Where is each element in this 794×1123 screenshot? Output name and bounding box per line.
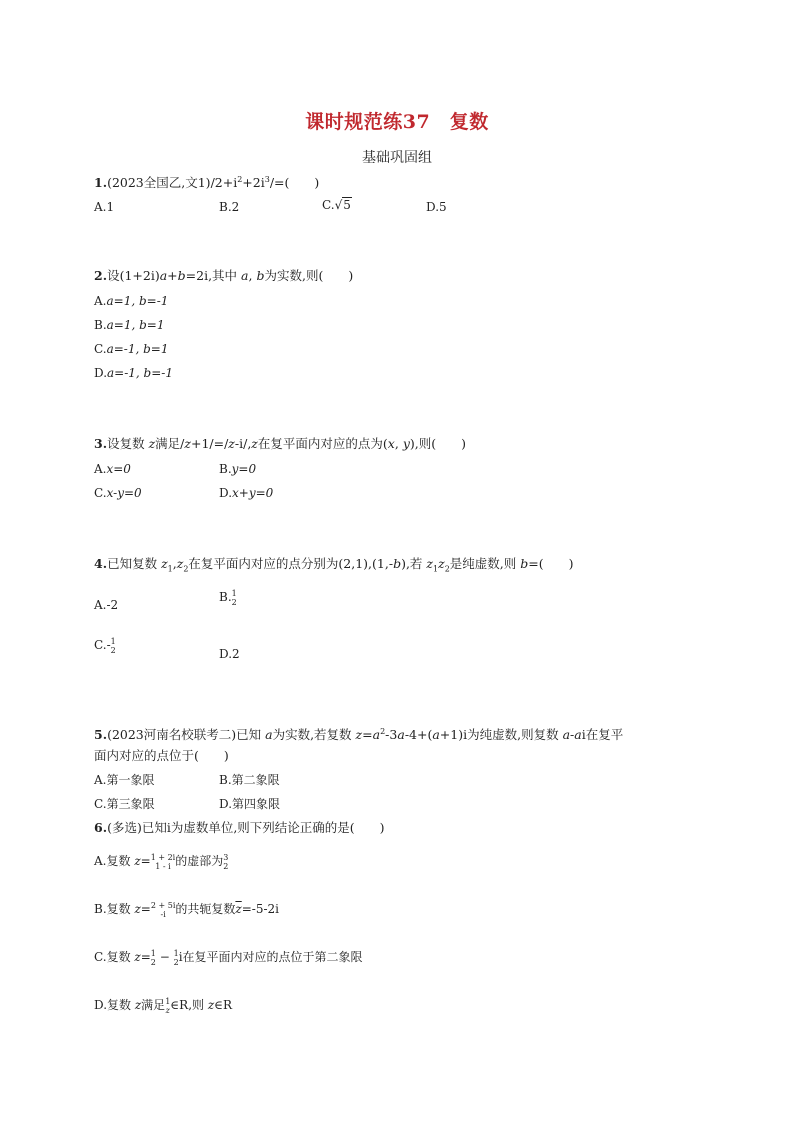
q5-text: - (570, 727, 575, 743)
numerator: 1 (173, 948, 179, 958)
q2-stem-a: 设(1+2i) (107, 268, 160, 283)
q4-stem-b: 在复平面内对应的点分别为(2,1),(1,- (188, 556, 394, 571)
q2-var-b: b (177, 268, 186, 283)
option-label: B.复数 (94, 902, 131, 916)
q3-var-z2: z (184, 436, 191, 451)
q5-text: = (362, 727, 373, 743)
question-number: 4. (94, 556, 108, 571)
q1-option-c-label: C. (322, 198, 335, 212)
q5-var: a (562, 727, 571, 743)
q2-var-b2: b (256, 268, 265, 283)
page-title: 课时规范练37 复数 (305, 111, 489, 133)
q3-comma: , (394, 436, 399, 451)
q1-stem-b: /2+i (210, 175, 238, 191)
fraction (111, 637, 116, 655)
numerator: 3 (223, 852, 229, 862)
option-text: x=0 (106, 462, 131, 476)
question-3 (94, 435, 466, 453)
equals: = (140, 902, 151, 916)
q3-var-z4: z (251, 436, 258, 451)
q3-stem-e: 在复平面内对应的点为( (257, 436, 388, 451)
option-text: =-5-2i (241, 902, 280, 916)
option-label: C. (94, 486, 107, 500)
option-label: A. (94, 294, 107, 308)
q6-stem: (多选)已知i为虚数单位,则下列结论正确的是( ) (107, 820, 385, 835)
q2-sep: , (248, 268, 253, 283)
q1-exp-2: 3 (264, 175, 270, 184)
q1-stem-d: /=( ) (269, 175, 320, 191)
section-heading: 基础巩固组 (362, 150, 432, 166)
q5-text: -4+( (404, 727, 433, 743)
option-label: A.复数 (94, 854, 131, 868)
option-text: 满足 (141, 998, 166, 1012)
q3-var-z: z (148, 436, 156, 451)
q5-option-a: A.第一象限 (94, 773, 155, 787)
q4-var-b: b (393, 556, 402, 571)
q5-text: i在复平 (581, 727, 624, 743)
q5-text: 为实数,若复数 (272, 727, 352, 743)
option-label: D.复数 (94, 998, 132, 1012)
q6-option-a (94, 852, 228, 871)
option-label: C. (94, 342, 107, 356)
equals: = (140, 854, 151, 868)
q3-var-y: y (402, 436, 410, 451)
q5-var: a (265, 727, 273, 743)
q1-option-c (322, 196, 352, 214)
q4-sub-1: 1 (433, 564, 439, 574)
q6-option-b (94, 900, 279, 919)
numerator: 1 (165, 996, 171, 1006)
q1-stem-a: (2023全国乙,文1) (107, 175, 211, 191)
q3-stem-d: -i/, (234, 436, 252, 451)
q3-var-z3: z (228, 436, 235, 451)
question-number: 3. (94, 436, 108, 451)
numerator: 1 + 2i (150, 852, 176, 862)
option-label: C.复数 (94, 950, 131, 964)
q2-stem-d: 为实数,则( ) (264, 268, 354, 283)
question-4: 4.已知复数 $z_1,z_2$在复平面内对应的点分别为(2,1),(1,-b),若 $z_1z_2$是纯虚数,则 b=( ) (94, 556, 574, 574)
denominator: -i (160, 909, 166, 919)
q4-var-b2: b (520, 556, 529, 571)
q1-option-c-radicand: 5 (343, 198, 351, 212)
q3-stem-a: 设复数 (107, 436, 145, 451)
q6-option-d (94, 996, 232, 1015)
q6-option-c (94, 948, 363, 967)
option-label: D. (94, 366, 108, 380)
option-text: x+y=0 (232, 486, 274, 500)
option-text: y=0 (231, 462, 257, 476)
q3-option-d (219, 484, 273, 502)
q3-option-a (94, 460, 131, 478)
q1-stem-c: +2i (242, 175, 265, 191)
question-1 (94, 171, 319, 192)
option-text: i在复平面内对应的点位于第二象限 (178, 950, 363, 964)
q5-var: a (397, 727, 405, 743)
q4-option-b (219, 588, 237, 607)
option-text: a=1, b=1 (106, 318, 165, 332)
q4-stem-a: 已知复数 (107, 556, 158, 571)
option-text: 的虚部为 (175, 854, 224, 868)
question-number: 6. (94, 820, 108, 835)
q4-sub-1: 1 (167, 564, 173, 574)
fraction (151, 901, 176, 919)
q4-var-z: z (176, 556, 184, 571)
q2-option-a (94, 292, 168, 310)
fraction (223, 853, 228, 871)
minus: − (159, 950, 170, 964)
q1-option-b: B.2 (219, 200, 240, 214)
q1-option-d: D.5 (426, 200, 447, 214)
q2-var-a2: a (241, 268, 249, 283)
q4-var-z: z (438, 556, 445, 571)
q5-option-b: B.第二象限 (219, 773, 280, 787)
option-label: A. (94, 462, 107, 476)
option-text: ∈R,则 (170, 998, 205, 1012)
question-5-line-2: 面内对应的点位于( ) (94, 748, 229, 763)
q5-text: +1)i为纯虚数,则复数 (439, 727, 559, 743)
var-z: z (134, 902, 141, 916)
option-label: D. (219, 486, 233, 500)
option-text: a=-1, b=1 (106, 342, 169, 356)
q3-option-b (219, 460, 256, 478)
q4-stem-d: 是纯虚数,则 (449, 556, 517, 571)
q5-option-c: C.第三象限 (94, 797, 155, 811)
q4-option-c (94, 636, 116, 655)
q2-stem-b: + (167, 268, 178, 283)
question-2 (94, 267, 353, 285)
numerator: 1 (110, 636, 116, 646)
question-6 (94, 819, 385, 837)
numerator: 2 + 5i (150, 900, 176, 910)
q4-stem-c: ),若 (401, 556, 423, 571)
q5-text: (2023河南名校联考二)已知 (107, 727, 262, 743)
denominator: 1 - i (155, 861, 171, 871)
q1-option-a: A.1 (94, 200, 115, 214)
q4-stem-e: =( ) (528, 556, 574, 571)
fraction (151, 949, 156, 967)
question-number: 5. (94, 727, 108, 743)
q1-exp-1: 2 (237, 175, 243, 184)
q4-sub-2: 2 (444, 564, 450, 574)
var-z: z (134, 998, 142, 1012)
option-text: a=1, b=-1 (106, 294, 169, 308)
q5-var: a (574, 727, 582, 743)
q5-text: -3 (385, 727, 398, 743)
q4-option-d: D.2 (219, 647, 240, 661)
q2-var-a: a (159, 268, 168, 283)
q4-var-z: z (426, 556, 434, 571)
option-label: C.- (94, 638, 111, 652)
option-text: a=-1, b=-1 (107, 366, 173, 380)
option-label: B. (94, 318, 107, 332)
numerator: 1 (150, 948, 156, 958)
var-z: z (134, 854, 141, 868)
q3-stem-c: +1/=/ (190, 436, 229, 451)
numerator: 1 (231, 588, 237, 598)
q3-option-c (94, 484, 142, 502)
var-z: z (134, 950, 141, 964)
option-text: ∈R (214, 998, 233, 1012)
q5-var: z (355, 727, 363, 743)
question-number: 2. (94, 268, 108, 283)
q4-sub-2: 2 (183, 564, 189, 574)
q5-option-d: D.第四象限 (219, 797, 281, 811)
q5-var: a (432, 727, 440, 743)
option-text: x-y=0 (106, 486, 142, 500)
q2-option-b (94, 316, 164, 334)
fraction (151, 853, 176, 871)
option-label: B. (219, 590, 232, 604)
q2-option-c (94, 340, 168, 358)
question-number: 1. (94, 175, 108, 191)
var-z: z (207, 998, 215, 1012)
q4-var-z: z (161, 556, 168, 571)
q3-stem-f: ),则( ) (409, 436, 466, 451)
q5-exp: 2 (380, 727, 386, 736)
question-5-line-1 (94, 723, 623, 744)
conjugate-z: $\overline{z}$ (235, 902, 242, 916)
equals: = (140, 950, 151, 964)
q3-var-x: x (387, 436, 395, 451)
q3-stem-b: 满足/ (155, 436, 185, 451)
sqrt-symbol: √5 (334, 198, 351, 212)
q5-var: a (372, 727, 381, 743)
denominator: 2 (110, 645, 116, 655)
denominator: 2 (150, 957, 156, 967)
option-label: B. (219, 462, 232, 476)
option-text: 的共轭复数 (175, 902, 236, 916)
q4-option-a: A.-2 (94, 598, 119, 612)
q2-option-d (94, 364, 173, 382)
fraction (232, 589, 237, 607)
q2-stem-c: =2i,其中 (185, 268, 238, 283)
denominator: 2 (173, 957, 179, 967)
denominator: 2 (223, 861, 229, 871)
denominator: z (165, 1005, 170, 1015)
denominator: 2 (231, 597, 237, 607)
